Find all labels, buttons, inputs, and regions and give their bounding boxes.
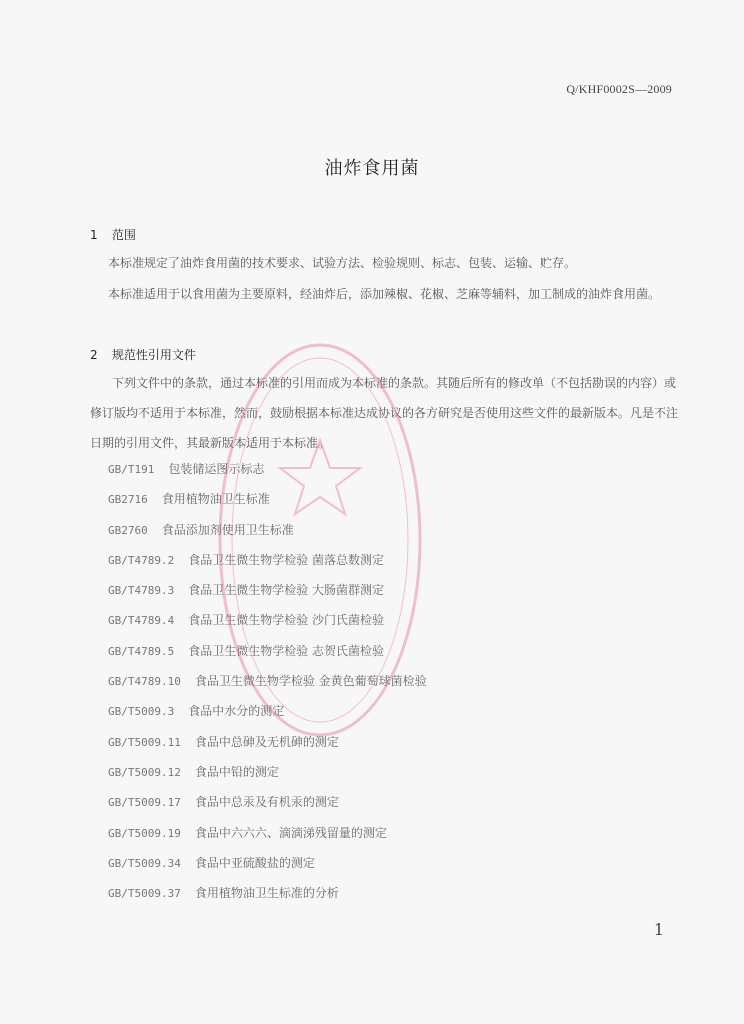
reference-item (108, 702, 427, 732)
reference-title: 食品中六六六、滴滴涕残留量的测定 (194, 825, 387, 840)
reference-title: 食品卫生微生物学检验 志贺氏菌检验 (188, 643, 385, 658)
reference-item (108, 611, 427, 641)
reference-title: 食品中亚硫酸盐的测定 (194, 855, 315, 870)
section-number: 2 (90, 348, 98, 362)
reference-item (108, 642, 427, 672)
reference-item (108, 854, 427, 884)
reference-code: GB/T4789.3 (108, 584, 175, 598)
reference-title: 包装储运图示标志 (168, 462, 265, 476)
reference-item (108, 581, 427, 611)
reference-code: GB/T5009.11 (108, 735, 181, 749)
document-title: 油炸食用菌 (324, 158, 420, 179)
reference-title: 食品卫生微生物学检验 大肠菌群测定 (188, 583, 385, 598)
reference-code: GB/T5009.17 (108, 796, 181, 810)
reference-item (108, 551, 427, 581)
reference-code: GB/T5009.37 (108, 887, 181, 901)
reference-code: GB/T5009.3 (108, 705, 175, 719)
scope-paragraph-1: 本标准规定了油炸食用菌的技术要求、试验方法、检验规则、标志、包装、运输、贮存。 (108, 256, 577, 270)
references-paragraph-line-1: 下列文件中的条款，通过本标准的引用而成为本标准的条款。其随后所有的修改单（不包括勘误的内容）或 (112, 376, 677, 390)
reference-item (108, 763, 427, 793)
scope-paragraph-2: 本标准适用于以食用菌为主要原料，经油炸后，添加辣椒、花椒、芝麻等辅料，加工制成的油炸食用菌。 (108, 287, 661, 301)
reference-title: 食品中总砷及无机砷的测定 (194, 734, 339, 749)
reference-title: 食用植物油卫生标准的分析 (194, 886, 339, 901)
page-number: 1 (653, 920, 664, 939)
section-heading-references (90, 346, 196, 363)
reference-code: GB/T4789.4 (108, 614, 175, 628)
reference-code: GB/T4789.5 (108, 644, 175, 658)
document-code: Q/KHF0002S—2009 (566, 82, 672, 96)
reference-item (108, 460, 427, 490)
reference-code: GB/T5009.12 (108, 765, 181, 779)
reference-item (108, 672, 427, 702)
section-title: 规范性引用文件 (111, 348, 196, 362)
reference-item (108, 793, 427, 823)
reference-title: 食品卫生微生物学检验 沙门氏菌检验 (188, 613, 385, 628)
reference-list (108, 460, 427, 914)
reference-code: GB2716 (108, 493, 148, 507)
reference-item (108, 490, 427, 520)
reference-code: GB/T4789.10 (108, 675, 181, 689)
reference-title: 食品中铅的测定 (194, 764, 279, 779)
reference-title: 食用植物油卫生标准 (161, 492, 270, 507)
section-heading-scope (90, 226, 136, 243)
references-paragraph-line-3: 日期的引用文件，其最新版本适用于本标准。 (90, 436, 331, 450)
reference-title: 食品中总汞及有机汞的测定 (194, 795, 339, 810)
reference-code: GB/T5009.19 (108, 826, 181, 840)
reference-title: 食品中水分的测定 (188, 704, 285, 719)
section-title: 范围 (111, 228, 136, 242)
reference-item (108, 733, 427, 763)
reference-title: 食品卫生微生物学检验 金黄色葡萄球菌检验 (194, 674, 427, 689)
reference-item (108, 884, 427, 914)
reference-item (108, 521, 427, 551)
reference-code: GB/T191 (108, 463, 155, 476)
reference-code: GB/T4789.2 (108, 553, 175, 567)
reference-code: GB2760 (108, 523, 148, 537)
references-paragraph-line-2: 修订版均不适用于本标准，然而，鼓励根据本标准达成协议的各方研究是否使用这些文件的最新版本。凡是不注 (90, 406, 679, 420)
reference-title: 食品添加剂使用卫生标准 (161, 522, 294, 537)
reference-title: 食品卫生微生物学检验 菌落总数测定 (188, 552, 385, 567)
section-number: 1 (90, 228, 98, 242)
reference-code: GB/T5009.34 (108, 856, 181, 870)
reference-item (108, 824, 427, 854)
